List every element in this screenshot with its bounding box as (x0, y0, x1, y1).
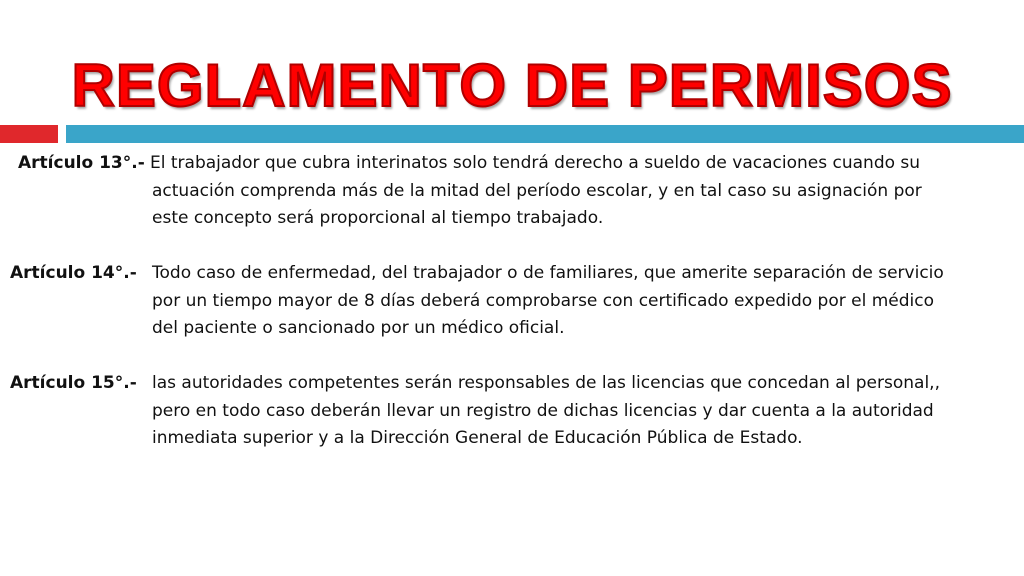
article-text-line: las autoridades competentes serán responsables de las licencias que concedan al personal,, (152, 373, 940, 393)
article-text-line: pero en todo caso deberán llevar un registro de dichas licencias y dar cuenta a la autoridad (152, 400, 934, 421)
title-rule-red-segment (0, 125, 58, 143)
slide-title: REGLAMENTO DE PERMISOS (71, 52, 953, 119)
title-rule-blue-segment (66, 125, 1024, 143)
article-text-line: El trabajador que cubra interinatos solo tendrá derecho a sueldo de vacaciones cuando su (150, 153, 921, 173)
article-text-line: inmediata superior y a la Dirección General de Educación Pública de Estado. (152, 428, 803, 448)
article-text-line: por un tiempo mayor de 8 días deberá comprobarse con certificado expedido por el médico (152, 290, 934, 311)
article-text-line: del paciente o sancionado por un médico oficial. (152, 318, 565, 338)
article-label: Artículo 15°.- (10, 373, 137, 393)
article-text-line: Todo caso de enfermedad, del trabajador o de familiares, que amerite separación de servicio (152, 263, 944, 283)
article-label: Artículo 14°.- (10, 263, 137, 283)
article-label: Artículo 13°.- (18, 153, 145, 173)
article-text-line: este concepto será proporcional al tiempo trabajado. (152, 208, 604, 228)
article-text-line: actuación comprenda más de la mitad del período escolar, y en tal caso su asignación por (152, 180, 922, 201)
